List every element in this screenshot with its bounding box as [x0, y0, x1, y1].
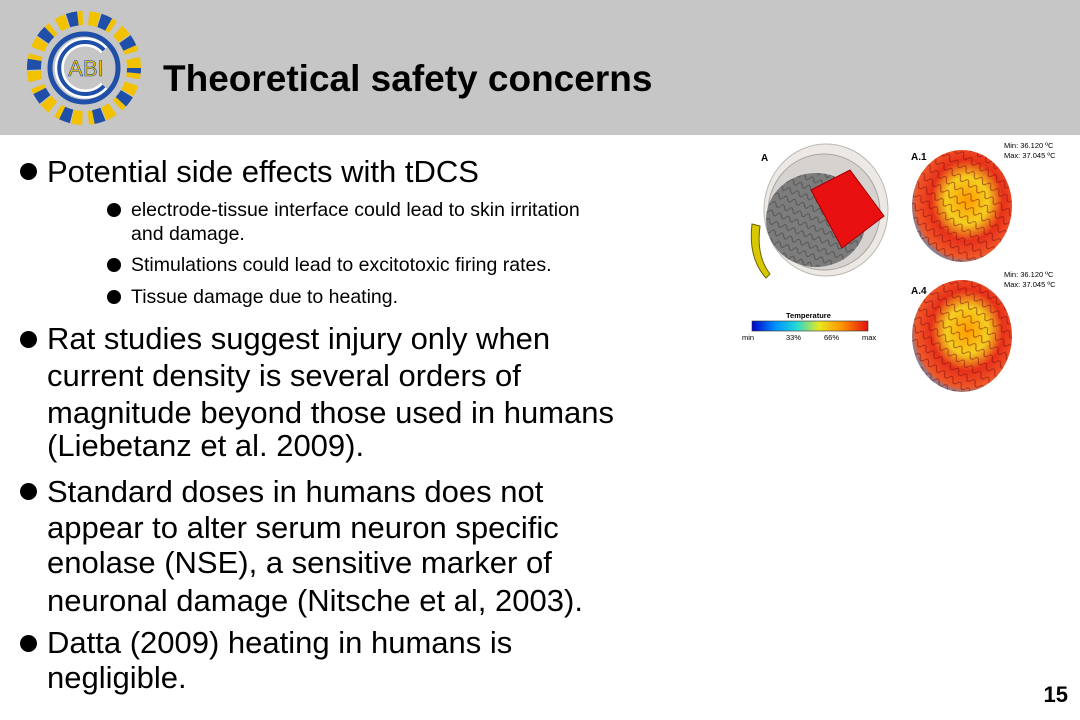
bullet-dot [20, 163, 37, 180]
bullet-text: (Liebetanz et al. 2009). [47, 428, 365, 463]
bullet-text: neuronal damage (Nitsche et al, 2003). [47, 583, 583, 618]
a1-max-label: Max: 37.045 ºC [1004, 151, 1056, 160]
temperature-colorbar [752, 321, 868, 331]
brain-heating-figure [738, 138, 1056, 400]
bullet-text: enolase (NSE), a sensitive marker of [47, 545, 552, 580]
abi-logo [22, 6, 146, 130]
page-number: 15 [1043, 682, 1068, 707]
title-bar [0, 0, 1080, 135]
panel-a4-label: A.4 [911, 286, 927, 297]
bullet-text: current density is several orders of [47, 358, 521, 393]
sub-bullet-dot [107, 203, 121, 217]
bullet-text: magnitude beyond those used in humans [47, 395, 615, 430]
logo-text: ABI [68, 56, 104, 81]
bullet-dot [20, 331, 37, 348]
legend-tick: max [862, 333, 877, 342]
bullet-text: appear to alter serum neuron specific [47, 510, 559, 545]
bullet-text: Potential side effects with tDCS [47, 154, 479, 189]
a4-max-label: Max: 37.045 ºC [1004, 280, 1056, 289]
bullet-text: negligible. [47, 660, 187, 695]
brain-heatmap-a4 [912, 280, 1012, 392]
legend-tick: 33% [786, 333, 802, 342]
legend-tick: 66% [824, 333, 840, 342]
bullet-dot [20, 483, 37, 500]
sub-bullet-dot [107, 290, 121, 304]
sub-bullet-text: Stimulations could lead to excitotoxic firing rates. [131, 254, 552, 276]
sub-bullet-text: Tissue damage due to heating. [131, 286, 399, 308]
legend-title: Temperature [786, 311, 831, 320]
a1-min-label: Min: 36.120 ºC [1004, 141, 1054, 150]
bullet-text: Datta (2009) heating in humans is [47, 625, 513, 660]
slide-title: Theoretical safety concerns [163, 58, 653, 99]
brain-heatmap-a1 [912, 150, 1012, 262]
sub-bullet-dot [107, 258, 121, 272]
sub-bullet-text: and damage. [131, 223, 245, 245]
bullet-text: Rat studies suggest injury only when [47, 321, 551, 356]
panel-a-label: A [761, 153, 769, 164]
legend-tick: min [742, 333, 755, 342]
bullet-text: Standard doses in humans does not [47, 474, 544, 509]
bullet-dot [20, 635, 37, 652]
sub-bullet-text: electrode-tissue interface could lead to skin irritation [131, 199, 580, 221]
panel-a1-label: A.1 [911, 152, 927, 163]
a4-min-label: Min: 36.120 ºC [1004, 270, 1054, 279]
